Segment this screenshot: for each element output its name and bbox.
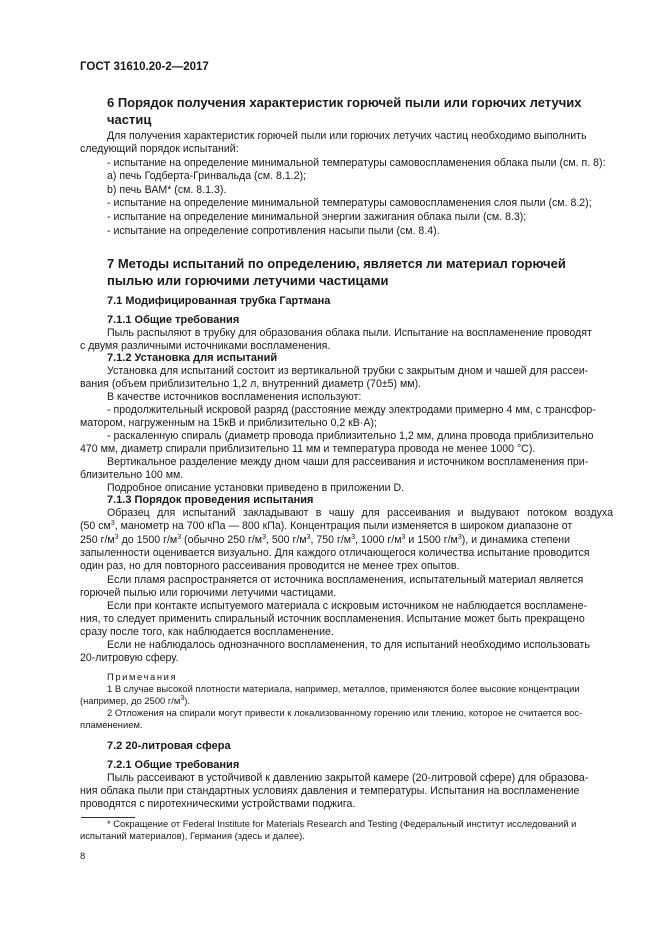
paragraph-line: запыленности оценивается визуально. Для каждого отличающегося количества испытание проводится (80, 547, 590, 559)
paragraph-line: 470 мм, диаметр спирали приблизительно 11 мм и температура провода не менее 1000 °С). (80, 443, 536, 455)
list-item: b) печь ВАМ* (см. 8.1.3). (107, 184, 227, 196)
section-7-title-line2: пылью или горючими летучими частицами (107, 273, 389, 288)
list-item: - испытание на определение минимальной энергии зажигания облака пыли (см. 8.3); (107, 211, 527, 223)
subsection-7-1-3-heading: 7.1.3 Порядок проведения испытания (107, 494, 314, 506)
list-item: - испытание на определение минимальной температуры самовоспламенения слоя пыли (см. 8.2); (107, 197, 592, 209)
subsection-7-2-1-heading: 7.2.1 Общие требования (107, 759, 240, 771)
paragraph-line: ния, то следует применить спиральный источник воспламенения. Испытание может быть прекращено (80, 613, 585, 625)
paragraph-line: Вертикальное разделение между дном чаши для рассеивания и источником воспламенения при- (107, 456, 589, 468)
document-header: ГОСТ 31610.20-2—2017 (80, 61, 209, 73)
list-item: - испытание на определение сопротивления насыпи пыли (см. 8.4). (107, 225, 440, 237)
paragraph-line: сразу после того, как наблюдается воспламенение. (80, 626, 334, 638)
paragraph-line: вания (объем приблизительно 1,2 л, внутренний диаметр (70±5) мм). (80, 378, 422, 390)
page-number: 8 (80, 850, 86, 861)
note-2-line2: пламенением. (80, 719, 143, 730)
paragraph-line: с двумя различными источниками воспламенения. (80, 340, 331, 352)
subsection-7-1-2-heading: 7.1.2 Установка для испытаний (107, 352, 278, 364)
note-2-line1: 2 Отложения на спирали могут привести к локализованному горению или тлению, которое не считается вос- (107, 707, 583, 718)
paragraph-line: Образец для испытаний закладывают в чашу для рассеивания и выдувают потоком воздуха (107, 507, 613, 519)
paragraph-line: матором, нагруженным на 15кВ и приблизительно 0,2 кВ·А); (80, 417, 377, 429)
paragraph-line: - раскаленную спираль (диаметр провода приблизительно 1,2 мм, длина провода приблизительно (107, 430, 594, 442)
section-6-intro-line1: Для получения характеристик горючей пыли или горючих летучих частиц необходимо выполнить (107, 130, 587, 142)
list-item: а) печь Годберта-Гринвальда (см. 8.1.2); (107, 170, 307, 182)
paragraph-line: (50 $см^3$, манометр на 700 кПа — 800 кПа). Концентрация пыли изменяется в широком диапазоне от (80, 520, 573, 532)
paragraph-line: один раз, но для повторного рассеивания проводится не менее трех опытов. (80, 560, 460, 572)
paragraph-line: 20-литровую сферу. (80, 652, 179, 664)
paragraph-line: 250 $г/м^3$ до 1500 $г/м^3$ (обычно 250 $г/м^3$, 500 $г/м^3$, 750 $г/м^3$, 1000 $г/м^3$ и 1500 $г/м^3$), и динамика степени (80, 534, 571, 546)
subsection-7-2-heading: 7.2 20-литровая сфера (107, 740, 231, 752)
paragraph-line: Если при контакте испытуемого материала с искровым источником не наблюдается воспламене- (107, 600, 588, 612)
section-6-title-line1: 6 Порядок получения характеристик горючей пыли или горючих летучих (107, 95, 582, 110)
paragraph-line: Если пламя распространяется от источника воспламенения, испытательный материал является (107, 574, 584, 586)
paragraph-line: Если не наблюдалось однозначного воспламенения, то для испытаний необходимо использовать (107, 639, 590, 651)
note-1-line1: 1 В случае высокой плотности материала, например, металлов, применяются более высокие концентрации (107, 683, 580, 694)
footnote-line1: * Сокращение от Federal Institute for Materials Research and Testing (Федеральный институт исследований и (107, 818, 577, 829)
paragraph-line: Установка для испытаний состоит из вертикальной трубки с закрытым дном и чашей для рассеи- (107, 365, 589, 377)
note-1-line2: (например, до 2500 $г/м^3$). (80, 695, 190, 706)
paragraph-line: Подробное описание установки приведено в приложении D. (107, 482, 405, 494)
list-item: - испытание на определение минимальной температуры самовоспламенения облака пыли (см. п. 8): (107, 157, 606, 169)
subsection-7-1-heading: 7.1 Модифицированная трубка Гартмана (107, 295, 331, 307)
section-7-title-line1: 7 Методы испытаний по определению, является ли материал горючей (107, 256, 566, 271)
paragraph-line: проводятся с пиротехническими устройствами поджига. (80, 798, 356, 810)
subsection-7-1-1-heading: 7.1.1 Общие требования (107, 314, 240, 326)
paragraph-line: - продолжительный искровой разряд (расстояние между электродами примерно 4 мм, с трансфор- (107, 404, 596, 416)
paragraph-line: ния облака пыли при стандартных условиях давления и температуры. Испытания на воспламенение (80, 785, 580, 797)
paragraph-line: горючей пылью или горючими летучими частицами. (80, 587, 337, 599)
paragraph-line: Пыль рассеивают в устойчивой к давлению закрытой камере (20-литровой сфере) для образова- (107, 772, 589, 784)
paragraph-line: близительно 100 мм. (80, 469, 184, 481)
paragraph-line: Пыль распыляют в трубку для образования облака пыли. Испытание на воспламенение проводят (107, 327, 592, 339)
section-6-title-line2: частиц (107, 112, 152, 127)
paragraph-line: В качестве источников воспламенения используют: (107, 391, 362, 403)
footnote-line2: испытаний материалов), Германия (здесь и далее). (80, 830, 305, 841)
section-6-intro-line2: следующий порядок испытаний: (80, 143, 239, 155)
notes-title: Примечания (107, 671, 178, 682)
